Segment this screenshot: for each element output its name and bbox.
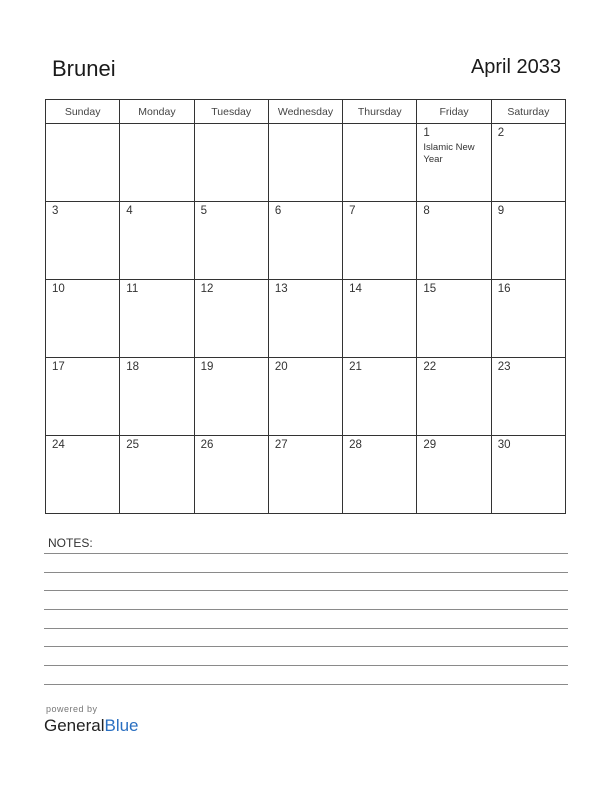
day-cell xyxy=(491,202,565,280)
day-number: 19 xyxy=(200,361,214,373)
day-cell xyxy=(120,280,194,358)
day-cell xyxy=(491,280,565,358)
day-number: 2 xyxy=(497,127,505,139)
note-line xyxy=(44,628,568,629)
day-number: 16 xyxy=(497,283,511,295)
week-row xyxy=(46,436,566,514)
weekday-header-row xyxy=(46,100,566,124)
powered-by-text: powered by xyxy=(46,704,98,714)
note-line xyxy=(44,609,568,610)
weekday-monday: Monday xyxy=(120,100,194,124)
day-number xyxy=(269,124,342,127)
day-number: 28 xyxy=(349,439,362,451)
holiday-label: Islamic New Year xyxy=(423,141,475,165)
day-number: 25 xyxy=(126,439,140,451)
day-cell xyxy=(417,124,491,202)
day-number: 4 xyxy=(126,205,133,217)
note-line xyxy=(44,665,568,666)
week-row xyxy=(46,358,566,436)
day-cell xyxy=(46,436,120,514)
day-cell xyxy=(268,358,342,436)
day-cell xyxy=(343,436,417,514)
day-number: 20 xyxy=(274,361,288,373)
day-number xyxy=(120,124,193,127)
day-cell xyxy=(120,124,194,202)
day-cell xyxy=(268,202,342,280)
month-year-title: April 2033 xyxy=(470,56,561,78)
day-number: 27 xyxy=(274,439,288,451)
weekday-friday: Friday xyxy=(417,100,491,124)
day-cell xyxy=(343,280,417,358)
week-row xyxy=(46,202,566,280)
weekday-tuesday: Tuesday xyxy=(194,100,268,124)
day-cell xyxy=(46,280,120,358)
day-cell xyxy=(343,358,417,436)
weekday-saturday: Saturday xyxy=(491,100,565,124)
day-number: 8 xyxy=(423,205,430,217)
day-cell xyxy=(491,436,565,514)
day-number: 3 xyxy=(52,205,59,217)
day-number: 30 xyxy=(497,439,511,451)
day-number: 22 xyxy=(423,361,437,373)
note-line xyxy=(44,553,568,554)
day-cell xyxy=(120,202,194,280)
day-cell xyxy=(491,124,565,202)
week-row xyxy=(46,280,566,358)
day-cell xyxy=(268,280,342,358)
logo-blue-text: Blue xyxy=(104,716,139,735)
day-number: 9 xyxy=(497,205,505,217)
day-number xyxy=(343,124,416,127)
calendar-grid xyxy=(45,99,566,514)
day-cell xyxy=(343,124,417,202)
day-number: 1 xyxy=(423,127,430,139)
week-row xyxy=(46,124,566,202)
day-number: 10 xyxy=(52,283,65,295)
day-number: 18 xyxy=(126,361,140,373)
day-number: 12 xyxy=(200,283,214,295)
day-number: 29 xyxy=(423,439,437,451)
weekday-wednesday: Wednesday xyxy=(268,100,342,124)
day-number: 26 xyxy=(200,439,214,451)
day-cell xyxy=(120,436,194,514)
day-cell xyxy=(194,436,268,514)
day-cell xyxy=(194,280,268,358)
day-number: 21 xyxy=(349,361,362,373)
day-cell xyxy=(194,124,268,202)
notes-label: NOTES: xyxy=(48,536,93,550)
day-number: 17 xyxy=(52,361,65,373)
weekday-thursday: Thursday xyxy=(343,100,417,124)
day-number xyxy=(46,124,119,127)
day-cell xyxy=(417,202,491,280)
day-number: 23 xyxy=(497,361,511,373)
day-cell xyxy=(491,358,565,436)
day-cell xyxy=(46,358,120,436)
day-number: 7 xyxy=(349,205,356,217)
day-cell xyxy=(194,202,268,280)
note-line xyxy=(44,590,568,591)
day-cell xyxy=(194,358,268,436)
day-number: 15 xyxy=(423,283,437,295)
note-line xyxy=(44,572,568,573)
day-cell xyxy=(343,202,417,280)
day-number xyxy=(195,124,268,127)
generalblue-logo xyxy=(44,716,139,736)
day-cell xyxy=(46,124,120,202)
day-number: 5 xyxy=(200,205,207,217)
day-number: 13 xyxy=(274,283,288,295)
day-cell xyxy=(417,436,491,514)
day-cell xyxy=(268,124,342,202)
day-cell xyxy=(417,358,491,436)
country-title: Brunei xyxy=(52,56,116,81)
day-cell xyxy=(46,202,120,280)
day-cell xyxy=(120,358,194,436)
note-line xyxy=(44,646,568,647)
day-number: 24 xyxy=(52,439,65,451)
day-number: 14 xyxy=(349,283,362,295)
day-number: 11 xyxy=(126,283,139,295)
note-line xyxy=(44,684,568,685)
weekday-sunday: Sunday xyxy=(46,100,120,124)
day-number: 6 xyxy=(274,205,282,217)
logo-general-text: General xyxy=(44,716,105,735)
day-cell xyxy=(268,436,342,514)
day-cell xyxy=(417,280,491,358)
